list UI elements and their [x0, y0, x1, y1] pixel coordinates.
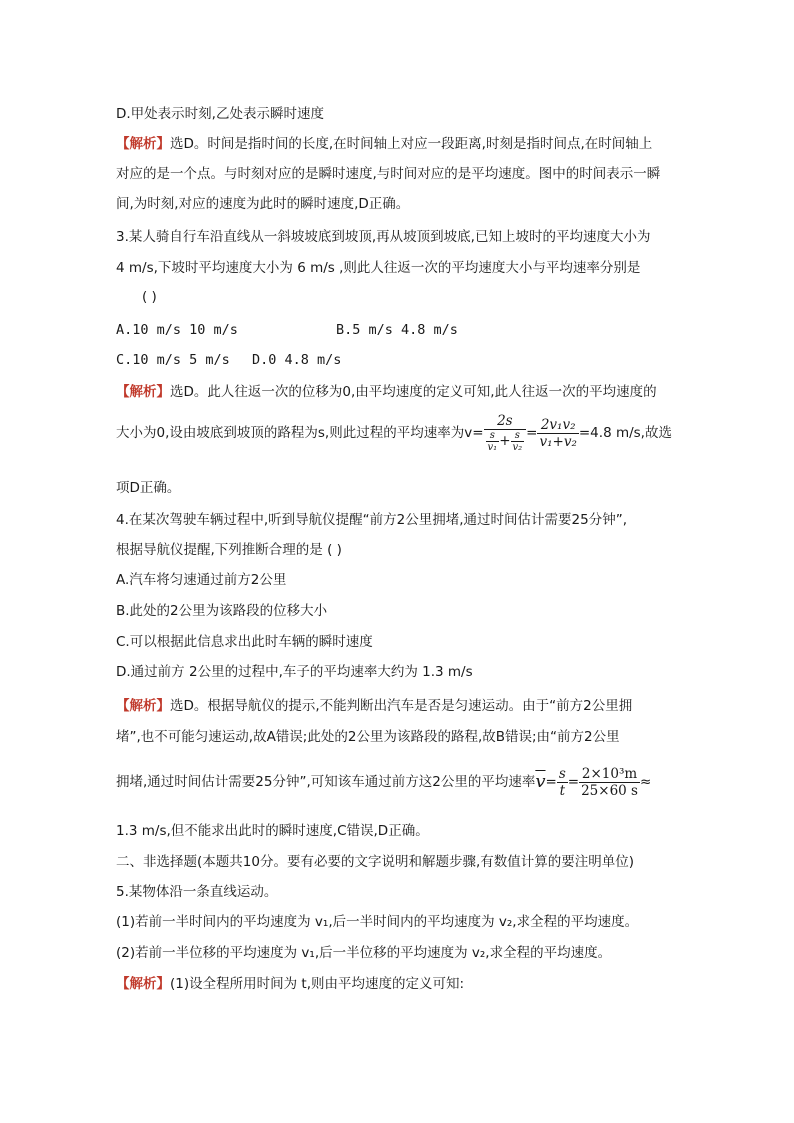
analysis-text: 拥堵,通过时间估计需要25分钟”,可知该车通过前方这2公里的平均速率 — [116, 774, 536, 790]
analysis-tag: 【解析】 — [116, 136, 170, 152]
fraction-den: 25×60 s — [581, 782, 638, 799]
fraction-num: 2×10³m — [579, 766, 640, 783]
equals-sign: = — [545, 774, 557, 790]
fraction-den: v₁ — [487, 442, 498, 453]
question-3-line-2: 4 m/s,下坡时平均速度大小为 6 m/s ,则此人往返一次的平均速度大小与平均速率分别是 — [116, 260, 641, 276]
fraction-num: s — [486, 430, 500, 442]
analysis-1-line-3: 间,为时刻,对应的速度为此时的瞬时速度,D正确。 — [116, 196, 410, 212]
formula-numerator: 2s — [484, 413, 527, 430]
formula-denominator: v₁+v₂ — [539, 433, 577, 450]
fraction-s-over-v1 — [486, 430, 500, 453]
formula-average-speed — [484, 413, 527, 453]
fraction-den: v₂ — [512, 442, 523, 453]
question-4-option-d: D.通过前方 2公里的过程中,车子的平均速率大约为 1.3 m/s — [116, 664, 473, 680]
question-5-part-1: (1)若前一半时间内的平均速度为 v₁,后一半时间内的平均速度为 v₂,求全程的平均速度。 — [116, 914, 639, 930]
analysis-tag: 【解析】 — [116, 976, 170, 992]
formula-harmonic-mean — [537, 417, 578, 450]
analysis-3-line-1 — [116, 382, 657, 402]
analysis-4-line-1 — [116, 696, 632, 716]
question-3-option-a: A.10 m/s 10 m/s — [116, 322, 238, 338]
approx-sign: ≈ — [639, 774, 652, 790]
question-3-option-b: B.5 m/s 4.8 m/s — [336, 322, 458, 338]
analysis-1-line-2: 对应的是一个点。与时刻对应的是瞬时速度,与时间对应的是平均速度。图中的时间表示一瞬 — [116, 166, 661, 182]
analysis-text: 大小为0,设由坡底到坡顶的路程为s,则此过程的平均速率为v= — [116, 425, 484, 441]
formula-denominator — [484, 430, 527, 453]
question-5: 5.某物体沿一条直线运动。 — [116, 884, 278, 900]
fraction-den: t — [559, 782, 566, 799]
analysis-text: 选D。时间是指时间的长度,在时间轴上对应一段距离,时刻是指时间点,在时间轴上 — [170, 136, 653, 152]
question-4-option-c: C.可以根据此信息求出此时车辆的瞬时速度 — [116, 634, 373, 650]
question-4-line-1: 4.在某次驾驶车辆过程中,听到导航仪提醒“前方2公里拥堵,通过时间估计需要25分钟”, — [116, 512, 628, 528]
analysis-text: 选D。此人往返一次的位移为0,由平均速度的定义可知,此人往返一次的平均速度的 — [170, 384, 657, 400]
analysis-text: (1)设全程所用时间为 t,则由平均速度的定义可知: — [170, 976, 465, 992]
fraction-numeric — [579, 766, 640, 799]
formula-numerator: 2v₁v₂ — [537, 417, 578, 434]
question-4-option-a: A.汽车将匀速通过前方2公里 — [116, 572, 287, 588]
average-velocity-symbol: $\overline{v}$ — [535, 771, 546, 792]
question-3-option-d: D.0 4.8 m/s — [252, 352, 342, 368]
equals-sign: = — [526, 425, 538, 441]
fraction-s-over-v2 — [511, 430, 525, 453]
question-3-line-1: 3.某人骑自行车沿直线从一斜坡坡底到坡顶,再从坡顶到坡底,已知上坡时的平均速度大小为 — [116, 229, 651, 245]
analysis-3-line-2 — [116, 413, 672, 453]
fraction-num: s — [558, 765, 566, 782]
analysis-tag: 【解析】 — [116, 384, 170, 400]
analysis-tag: 【解析】 — [116, 698, 170, 714]
analysis-4-line-3 — [116, 762, 651, 802]
question-5-part-2: (2)若前一半位移的平均速度为 v₁,后一半位移的平均速度为 v₂,求全程的平均速度。 — [116, 945, 612, 961]
section-2-heading: 二、非选择题(本题共10分。要有必要的文字说明和解题步骤,有数值计算的要注明单位) — [116, 854, 635, 870]
analysis-text: 选D。根据导航仪的提示,不能判断出汽车是否是匀速运动。由于“前方2公里拥 — [170, 698, 633, 714]
analysis-1-line-1 — [116, 134, 652, 154]
analysis-4-line-4: 1.3 m/s,但不能求出此时的瞬时速度,C错误,D正确。 — [116, 823, 429, 839]
analysis-3-line-3: 项D正确。 — [116, 480, 181, 496]
plus-sign: + — [499, 433, 511, 449]
analysis-4-line-2: 堵”,也不可能匀速运动,故A错误;此处的2公里为该路段的路程,故B错误;由“前方2公里 — [116, 729, 620, 745]
fraction-s-over-t — [557, 766, 568, 799]
analysis-5-line-1 — [116, 974, 464, 994]
question-4-option-b: B.此处的2公里为该路段的位移大小 — [116, 603, 328, 619]
option-d-line: D.甲处表示时刻,乙处表示瞬时速度 — [116, 106, 324, 122]
question-3-blank: ( ) — [142, 289, 157, 305]
fraction-num: s — [511, 430, 525, 442]
equals-sign: = — [567, 774, 580, 790]
question-4-line-2: 根据导航仪提醒,下列推断合理的是 ( ) — [116, 542, 342, 558]
question-3-option-c: C.10 m/s 5 m/s — [116, 352, 230, 368]
analysis-text: =4.8 m/s,故选 — [578, 425, 672, 441]
